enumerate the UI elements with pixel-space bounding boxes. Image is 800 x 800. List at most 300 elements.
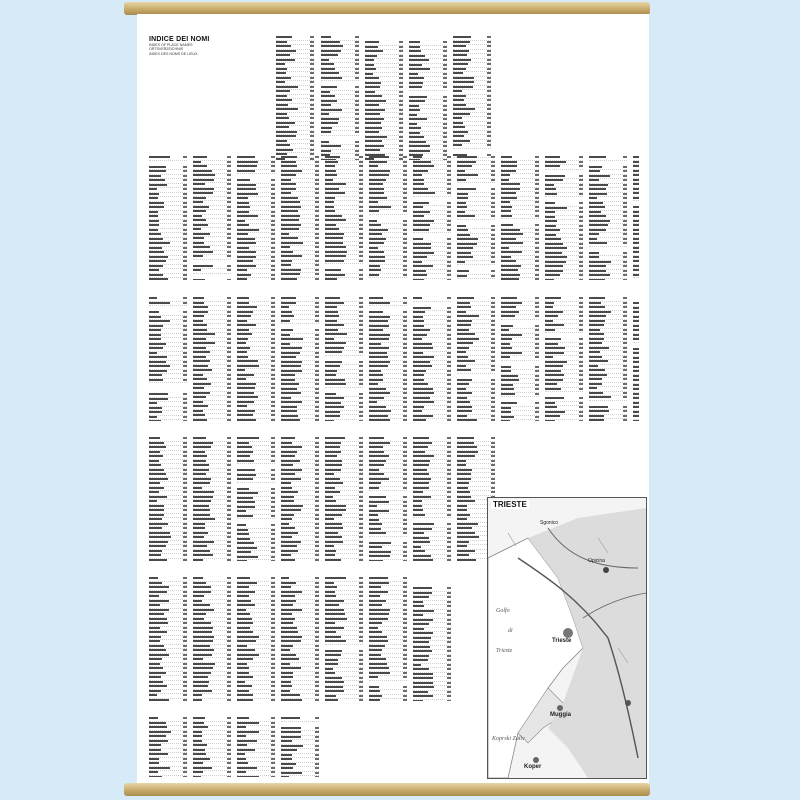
index-entry-name xyxy=(369,649,382,651)
index-entry-name xyxy=(193,174,215,176)
index-entry-reference xyxy=(227,306,231,308)
index-entry-name xyxy=(325,242,343,244)
index-entry-reference xyxy=(183,487,187,489)
index-entry-reference xyxy=(443,68,447,70)
index-entry-name xyxy=(149,487,164,489)
index-entry-reference xyxy=(535,347,539,349)
index-entry-reference xyxy=(447,211,451,213)
index-entry xyxy=(457,419,495,421)
index-entry-reference xyxy=(535,329,539,331)
index-entry-name xyxy=(589,329,600,331)
index-entry-name xyxy=(457,333,475,335)
index-entry-reference xyxy=(315,699,319,701)
index-entry-reference xyxy=(487,135,491,137)
index-entry-reference xyxy=(227,251,231,253)
index-entry-reference xyxy=(227,491,231,493)
index-entry-reference xyxy=(315,179,319,181)
index-entry-name xyxy=(325,420,334,421)
index-entry-reference xyxy=(227,699,231,701)
index-entry-name xyxy=(281,699,302,701)
index-entry xyxy=(193,279,231,281)
index-entry-name xyxy=(457,261,465,263)
index-entry-reference xyxy=(403,269,407,271)
index-entry-name xyxy=(281,264,291,266)
index-entry-reference xyxy=(447,410,451,412)
index-entry-reference xyxy=(359,297,363,299)
index-entry-name xyxy=(237,297,249,299)
index-entry-name xyxy=(237,260,253,262)
index-entry-name xyxy=(453,99,464,101)
index-entry-name xyxy=(281,165,297,167)
index-entry-name xyxy=(545,216,555,218)
index-entry-reference xyxy=(447,464,451,466)
index-entry-reference xyxy=(227,631,231,633)
index-entry-reference xyxy=(315,392,319,394)
index-entry-reference xyxy=(227,302,231,304)
index-entry-reference xyxy=(359,320,363,322)
index-entry-reference xyxy=(227,744,231,746)
index-entry-reference xyxy=(487,126,491,128)
index-entry-reference xyxy=(491,174,495,176)
index-entry-name xyxy=(369,392,390,394)
index-entry-name xyxy=(589,392,603,394)
index-entry-reference xyxy=(403,320,407,322)
index-entry-reference xyxy=(315,210,319,212)
index-entry-name xyxy=(281,582,296,584)
index-entry-name xyxy=(237,347,250,349)
index-entry-reference xyxy=(579,188,583,190)
index-entry-name xyxy=(457,329,469,331)
index-entry-reference xyxy=(447,183,451,185)
index-entry-reference xyxy=(355,59,359,61)
index-entry-name xyxy=(237,202,249,204)
index-entry-name xyxy=(457,410,472,412)
index-entry-name xyxy=(457,509,467,511)
index-entry-reference xyxy=(491,415,495,417)
index-entry-name xyxy=(281,640,301,642)
index-entry-name xyxy=(193,577,203,579)
index-entry-reference xyxy=(491,193,495,195)
index-entry-reference xyxy=(315,745,319,747)
index-entry-name xyxy=(237,618,252,620)
index-entry-name xyxy=(149,735,166,737)
index-entry-name xyxy=(193,545,207,547)
index-entry-name xyxy=(237,374,254,376)
index-entry-reference xyxy=(271,369,275,371)
index-entry-name xyxy=(369,256,385,258)
index-entry-reference xyxy=(447,523,451,525)
index-entry-name xyxy=(589,297,605,299)
index-entry-name xyxy=(369,460,386,462)
index-entry-reference xyxy=(315,379,319,381)
index-entry-reference xyxy=(183,256,187,258)
index-entry-reference xyxy=(310,72,314,74)
index-entry-name xyxy=(369,274,379,276)
index-entry-reference xyxy=(579,415,583,417)
index-entry-reference xyxy=(359,550,363,552)
index-entry-reference xyxy=(271,405,275,407)
index-entry-name xyxy=(237,586,249,588)
index-entry-name xyxy=(369,406,386,408)
index-entry-name xyxy=(545,188,556,190)
index-entry-name xyxy=(281,320,290,322)
index-entry-reference xyxy=(227,161,231,163)
index-entry-reference xyxy=(403,686,407,688)
index-entry-name xyxy=(633,402,639,404)
index-entry-reference xyxy=(315,251,319,253)
index-entry-name xyxy=(409,46,420,48)
index-entry-reference xyxy=(183,460,187,462)
index-entry-name xyxy=(237,329,249,331)
index-entry-reference xyxy=(359,663,363,665)
index-entry-reference xyxy=(403,297,407,299)
index-entry-name xyxy=(237,758,246,760)
index-entry-name xyxy=(193,487,202,489)
index-entry-reference xyxy=(315,763,319,765)
index-entry-reference xyxy=(623,179,627,181)
index-entry-name xyxy=(409,127,421,129)
index-entry-name xyxy=(369,473,384,475)
index-entry-reference xyxy=(403,274,407,276)
index-entry-reference xyxy=(403,555,407,557)
index-entry-reference xyxy=(183,170,187,172)
index-entry-name xyxy=(369,343,381,345)
index-entry-reference xyxy=(227,333,231,335)
index-entry-reference xyxy=(315,618,319,620)
index-entry-name xyxy=(193,242,204,244)
index-entry-name xyxy=(457,324,471,326)
index-entry-name xyxy=(325,338,334,340)
index-entry-name xyxy=(633,406,639,408)
index-entry-name xyxy=(589,229,606,231)
index-entry-name xyxy=(149,690,161,692)
index-entry-name xyxy=(237,405,247,407)
index-entry-name xyxy=(413,334,427,336)
index-entry-name xyxy=(281,278,297,280)
index-entry-name xyxy=(501,170,516,172)
index-entry-reference xyxy=(447,252,451,254)
index-entry-reference xyxy=(491,311,495,313)
index-entry-name xyxy=(413,464,429,466)
index-entry-name xyxy=(413,370,426,372)
index-entry-name xyxy=(369,464,384,466)
index-entry-reference xyxy=(447,243,451,245)
index-entry-reference xyxy=(227,356,231,358)
index-entry-name xyxy=(325,306,337,308)
index-entry-reference xyxy=(403,401,407,403)
index-entry-name xyxy=(365,77,379,79)
index-entry-name xyxy=(237,215,258,217)
index-entry-name xyxy=(237,577,250,579)
index-entry-name xyxy=(457,482,469,484)
index-entry-reference xyxy=(183,550,187,552)
index-entry-name xyxy=(237,193,258,195)
index-entry-reference xyxy=(271,269,275,271)
index-entry-name xyxy=(457,229,468,231)
index-title: INDICE DEI NOMI xyxy=(149,36,210,43)
index-entry-reference xyxy=(315,469,319,471)
index-entry-name xyxy=(281,645,293,647)
index-entry-name xyxy=(365,118,384,120)
index-entry-reference xyxy=(359,315,363,317)
index-entry-name xyxy=(413,550,425,552)
index-entry-reference xyxy=(447,491,451,493)
index-entry xyxy=(369,487,407,492)
index-entry-reference xyxy=(271,387,275,389)
index-entry-name xyxy=(281,736,301,738)
index-entry-name xyxy=(413,279,424,280)
index-entry-name xyxy=(457,545,467,547)
index-entry-reference xyxy=(447,174,451,176)
index-entry-reference xyxy=(535,420,539,421)
index-entry-name xyxy=(501,411,511,413)
index-column xyxy=(237,437,275,561)
index-entry-reference xyxy=(623,156,627,158)
index-entry-reference xyxy=(271,378,275,380)
index-entry-reference xyxy=(271,501,275,503)
index-entry-name xyxy=(589,356,602,358)
index-entry-reference xyxy=(623,233,627,235)
index-column xyxy=(413,297,451,421)
index-entry-reference xyxy=(399,68,403,70)
index-entry xyxy=(589,279,627,281)
index-entry-reference xyxy=(227,514,231,516)
index-entry-reference xyxy=(227,622,231,624)
index-entry-name xyxy=(589,419,604,421)
index-entry-reference xyxy=(359,482,363,484)
index-entry-reference xyxy=(447,238,451,240)
index-entry-reference xyxy=(535,215,539,217)
index-entry-name xyxy=(149,361,166,363)
index-entry-name xyxy=(369,613,389,615)
index-entry-name xyxy=(365,100,386,102)
index-entry-reference xyxy=(579,365,583,367)
index-entry-reference xyxy=(271,538,275,540)
index-entry-name xyxy=(633,215,639,217)
index-entry-reference xyxy=(491,451,495,453)
index-entry xyxy=(325,640,363,645)
index-entry-reference xyxy=(227,600,231,602)
index-entry-name xyxy=(501,156,512,158)
index-entry-name xyxy=(545,370,561,372)
index-entry-reference xyxy=(487,72,491,74)
index-entry-name xyxy=(413,446,428,448)
index-entry-reference xyxy=(183,663,187,665)
index-entry-name xyxy=(281,219,299,221)
index-entry-reference xyxy=(227,758,231,760)
index-entry-reference xyxy=(227,374,231,376)
index-entry-reference xyxy=(355,109,359,111)
index-entry-reference xyxy=(535,188,539,190)
index-entry-reference xyxy=(447,347,451,349)
index-entry-name xyxy=(237,533,249,535)
index-entry-name xyxy=(453,104,466,106)
index-entry-reference xyxy=(315,649,319,651)
index-entry-name xyxy=(149,627,160,629)
index-entry-name xyxy=(325,636,341,638)
index-entry-name xyxy=(276,122,295,124)
index-entry-name xyxy=(501,197,517,199)
index-entry-reference xyxy=(227,246,231,248)
index-entry-name xyxy=(281,541,301,543)
index-entry-name xyxy=(369,269,381,271)
index-entry-name xyxy=(149,518,162,520)
index-entry-reference xyxy=(271,609,275,611)
index-entry-reference xyxy=(227,224,231,226)
index-entry-reference xyxy=(315,600,319,602)
index-entry-reference xyxy=(535,356,539,358)
index-entry-name xyxy=(193,735,202,737)
index-entry-reference xyxy=(359,496,363,498)
index-entry-name xyxy=(413,664,421,666)
index-entry-name xyxy=(321,95,335,97)
index-entry-reference xyxy=(535,161,539,163)
index-entry-reference xyxy=(403,667,407,669)
map-label-sgonico: Sgonico xyxy=(540,520,559,526)
index-entry-reference xyxy=(227,183,231,185)
index-entry-reference xyxy=(183,523,187,525)
index-entry-reference xyxy=(359,469,363,471)
index-entry-reference xyxy=(183,613,187,615)
index-entry-reference xyxy=(403,183,407,185)
index-entry-reference xyxy=(227,329,231,331)
index-entry-reference xyxy=(315,383,319,385)
index-entry-name xyxy=(589,242,607,244)
index-entry-name xyxy=(281,210,298,212)
index-column xyxy=(369,577,407,701)
index-entry-reference xyxy=(271,442,275,444)
index-entry-name xyxy=(413,596,429,598)
index-column xyxy=(237,297,275,421)
index-entry-name xyxy=(325,297,340,299)
index-entry-reference xyxy=(227,242,231,244)
index-column xyxy=(149,577,187,701)
index-entry-name xyxy=(501,356,510,358)
index-entry-name xyxy=(633,329,639,331)
index-entry-name xyxy=(413,469,427,471)
index-entry-name xyxy=(369,374,383,376)
index-entry-reference xyxy=(271,342,275,344)
index-entry-reference xyxy=(310,45,314,47)
index-entry-name xyxy=(149,491,159,493)
index-entry-reference xyxy=(271,460,275,462)
index-entry-name xyxy=(149,496,167,498)
index-entry-reference xyxy=(359,269,363,271)
index-entry-reference xyxy=(623,265,627,267)
index-entry-reference xyxy=(443,86,447,88)
index-entry-reference xyxy=(359,582,363,584)
index-entry-reference xyxy=(487,50,491,52)
index-entry-reference xyxy=(535,366,539,368)
index-entry xyxy=(369,532,407,537)
index-entry-reference xyxy=(183,582,187,584)
index-entry-reference xyxy=(315,690,319,692)
index-entry-reference xyxy=(227,201,231,203)
index-entry-name xyxy=(457,478,471,480)
index-entry-reference xyxy=(535,411,539,413)
index-entry-reference xyxy=(227,442,231,444)
index-entry-name xyxy=(237,460,254,462)
index-entry-reference xyxy=(315,627,319,629)
index-entry-name xyxy=(149,224,159,226)
index-entry-name xyxy=(325,650,342,652)
index-block xyxy=(149,36,639,160)
index-entry-name xyxy=(149,609,169,611)
index-entry-name xyxy=(369,604,382,606)
index-entry-reference xyxy=(447,537,451,539)
index-entry-reference xyxy=(403,699,407,701)
index-entry-reference xyxy=(271,740,275,742)
index-entry-reference xyxy=(623,220,627,222)
index-entry-name xyxy=(237,740,257,742)
index-entry-reference xyxy=(535,416,539,418)
bottom-hanging-rod xyxy=(124,783,650,796)
index-entry-reference xyxy=(183,514,187,516)
index-entry-name xyxy=(369,197,387,199)
index-entry-reference xyxy=(491,333,495,335)
index-entry-reference xyxy=(579,370,583,372)
index-entry-name xyxy=(633,238,639,240)
index-entry-name xyxy=(413,211,430,213)
index-entry xyxy=(149,559,187,562)
index-entry-reference xyxy=(359,324,363,326)
index-entry-reference xyxy=(403,442,407,444)
index-entry-reference xyxy=(399,145,403,147)
index-entry-name xyxy=(589,315,606,317)
index-entry-reference xyxy=(399,55,403,57)
index-entry xyxy=(413,279,451,281)
index-entry-reference xyxy=(535,233,539,235)
index-entry-reference xyxy=(403,501,407,503)
index-entry-reference xyxy=(579,352,583,354)
index-entry-reference xyxy=(183,464,187,466)
index-subtitle-en: INDEX OF PLACE NAMES xyxy=(149,43,193,47)
index-entry-name xyxy=(501,183,520,185)
index-entry-reference xyxy=(271,410,275,412)
index-entry-reference xyxy=(403,478,407,480)
index-entry xyxy=(325,260,363,265)
index-entry-reference xyxy=(623,329,627,331)
index-entry-reference xyxy=(271,233,275,235)
index-entry-name xyxy=(409,118,427,120)
index-entry-name xyxy=(633,247,639,249)
index-entry-name xyxy=(325,491,340,493)
index-entry-reference xyxy=(271,510,275,512)
index-entry-reference xyxy=(403,247,407,249)
index-entry-name xyxy=(413,202,429,204)
index-column xyxy=(276,36,314,160)
index-entry-name xyxy=(457,500,475,502)
index-entry-name xyxy=(237,560,247,561)
index-entry-reference xyxy=(227,767,231,769)
index-entry-reference xyxy=(623,224,627,226)
index-entry-reference xyxy=(227,347,231,349)
index-entry-reference xyxy=(271,401,275,403)
index-entry-name xyxy=(237,663,247,665)
index-entry-reference xyxy=(535,238,539,240)
index-entry-reference xyxy=(355,127,359,129)
index-entry-reference xyxy=(487,59,491,61)
index-entry xyxy=(545,420,583,422)
index-entry-name xyxy=(325,659,338,661)
index-entry-name xyxy=(369,451,384,453)
index-entry-name xyxy=(501,402,517,404)
index-entry-name xyxy=(413,655,429,657)
index-entry-name xyxy=(369,206,391,208)
index-entry-reference xyxy=(183,771,187,773)
index-entry-reference xyxy=(447,641,451,643)
index-entry-reference xyxy=(623,206,627,208)
